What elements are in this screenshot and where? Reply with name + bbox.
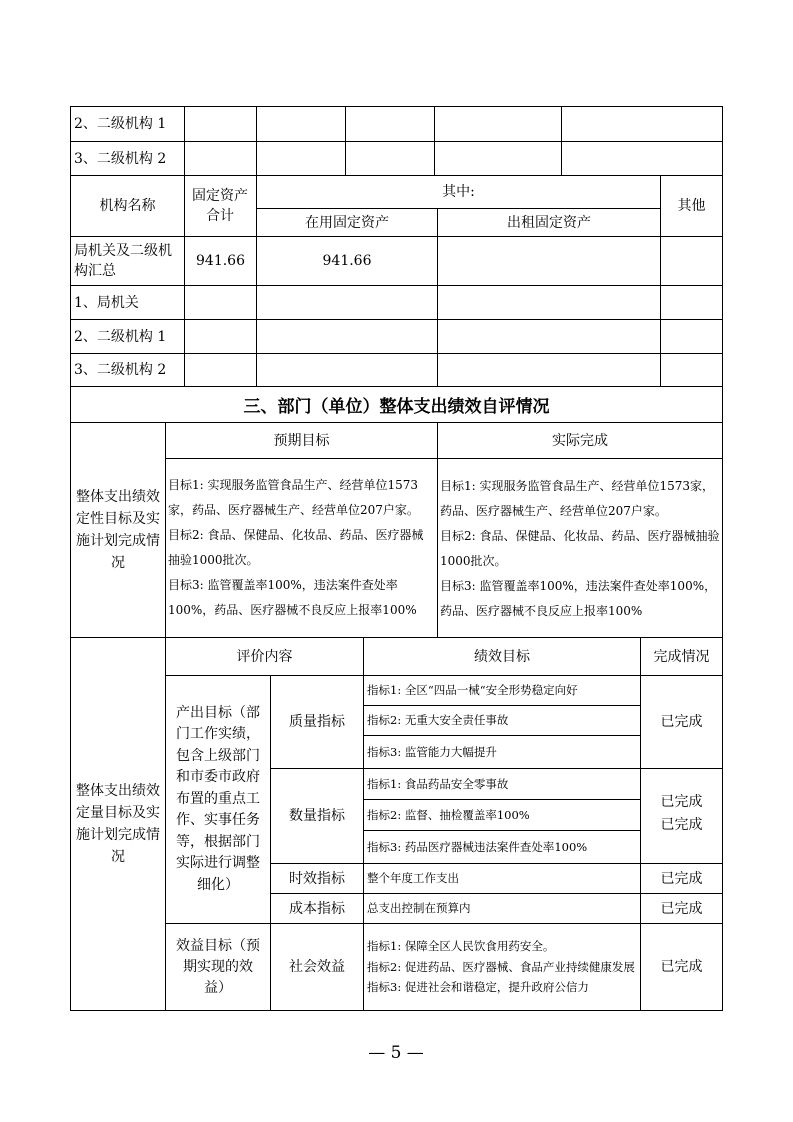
row-in-use xyxy=(257,354,437,386)
col-header-of-which: 其中: xyxy=(442,184,475,200)
quantitative-row-label: 整体支出绩效定量目标及实施计划完成情况 xyxy=(76,783,160,865)
quantity-status: 已完成 xyxy=(660,817,703,833)
page-number: — 5 — xyxy=(368,1043,424,1063)
qualitative-row-label: 整体支出绩效定性目标及实施计划完成情况 xyxy=(76,489,160,571)
expected-text: 目标1: 实现服务监管食品生产、经营单位1573家，药品、医疗器械生产、经营单位207户家。 目标2: 食品、保健品、化妆品、药品、医疗器械抽验1000批次。 目标3: 监管覆盖率100%，违法案件查处率100%，药品、医疗器械不良反应上报率100% xyxy=(168,478,424,617)
actual-text: 目标1: 实现服务监管食品生产、经营单位1573家，药品、医疗器械生产、经营单位207户家。 目标2: 食品、保健品、化妆品、药品、医疗器械抽验1000批次。 目标3: 监管覆盖率100%，违法案件查处率100%，药品、医疗器械不良反应上报率100% xyxy=(440,479,720,618)
col-header-in-use: 在用固定资产 xyxy=(305,214,389,231)
row-name: 3、二级机构 2 xyxy=(74,362,167,378)
row-total xyxy=(185,354,256,386)
row-total xyxy=(185,320,256,353)
quantity-item: 指标1: 食品药品安全零事故 xyxy=(367,776,509,791)
benefit-target-label: 效益目标（预期实现的效益） xyxy=(176,937,260,996)
row-name: 局机关及二级机构汇总 xyxy=(74,243,172,279)
quality-status: 已完成 xyxy=(660,714,703,730)
cost-text: 总支出控制在预算内 xyxy=(367,901,471,915)
actual-header: 实际完成 xyxy=(552,432,608,449)
row-name: 1、局机关 xyxy=(74,294,139,311)
section-title: 三、部门（单位）整体支出绩效自评情况 xyxy=(243,397,550,417)
quality-indicator-label: 质量指标 xyxy=(289,714,345,730)
row-in-use xyxy=(257,320,437,353)
timeliness-status: 已完成 xyxy=(660,870,703,887)
top-row-label: 2、二级机构 1 xyxy=(74,116,167,132)
timeliness-text: 整个年度工作支出 xyxy=(367,871,459,885)
social-benefit-label: 社会效益 xyxy=(289,959,345,975)
status-header: 完成情况 xyxy=(653,648,710,665)
cost-indicator-label: 成本指标 xyxy=(289,900,345,917)
quantity-item: 指标3: 药品医疗器械违法案件查处率100% xyxy=(367,839,588,854)
quantity-indicator-label: 数量指标 xyxy=(289,808,345,824)
expected-header: 预期目标 xyxy=(273,432,330,449)
quality-item: 指标3: 监管能力大幅提升 xyxy=(367,744,497,759)
row-in-use: 941.66 xyxy=(322,253,372,269)
top-row-label: 3、二级机构 2 xyxy=(74,150,167,167)
target-header: 绩效目标 xyxy=(474,648,530,665)
col-header-name: 机构名称 xyxy=(99,198,156,214)
quantity-item: 指标2: 监督、抽检覆盖率100% xyxy=(367,807,530,822)
social-benefit-text: 指标1: 保障全区人民饮食用药安全。 指标2: 促进药品、医疗器械、食品产业持续健康发展 指标3: 促进社会和谐稳定，提升政府公信力 xyxy=(367,939,635,995)
quality-item: 指标2: 无重大安全责任事故 xyxy=(367,713,509,727)
quantity-status: 已完成 xyxy=(660,794,703,810)
row-total: 941.66 xyxy=(196,253,245,269)
cost-status: 已完成 xyxy=(660,900,703,917)
timeliness-indicator-label: 时效指标 xyxy=(289,870,345,887)
row-total xyxy=(185,286,256,319)
row-in-use xyxy=(257,286,437,319)
output-target-label: 产出目标（部门工作实绩，包含上级部门和市委市政府布置的重点工作、实事任务等，根据部门实际进行调整细化） xyxy=(176,704,260,893)
col-header-rented: 出租固定资产 xyxy=(507,214,591,231)
quality-item: 指标1: 全区“四品一械“安全形势稳定向好 xyxy=(367,683,578,697)
eval-header: 评价内容 xyxy=(236,648,293,665)
row-name: 2、二级机构 1 xyxy=(74,328,167,345)
col-header-total: 固定资产合计 xyxy=(192,188,248,224)
col-header-other: 其他 xyxy=(677,198,706,214)
social-benefit-status: 已完成 xyxy=(660,959,703,975)
